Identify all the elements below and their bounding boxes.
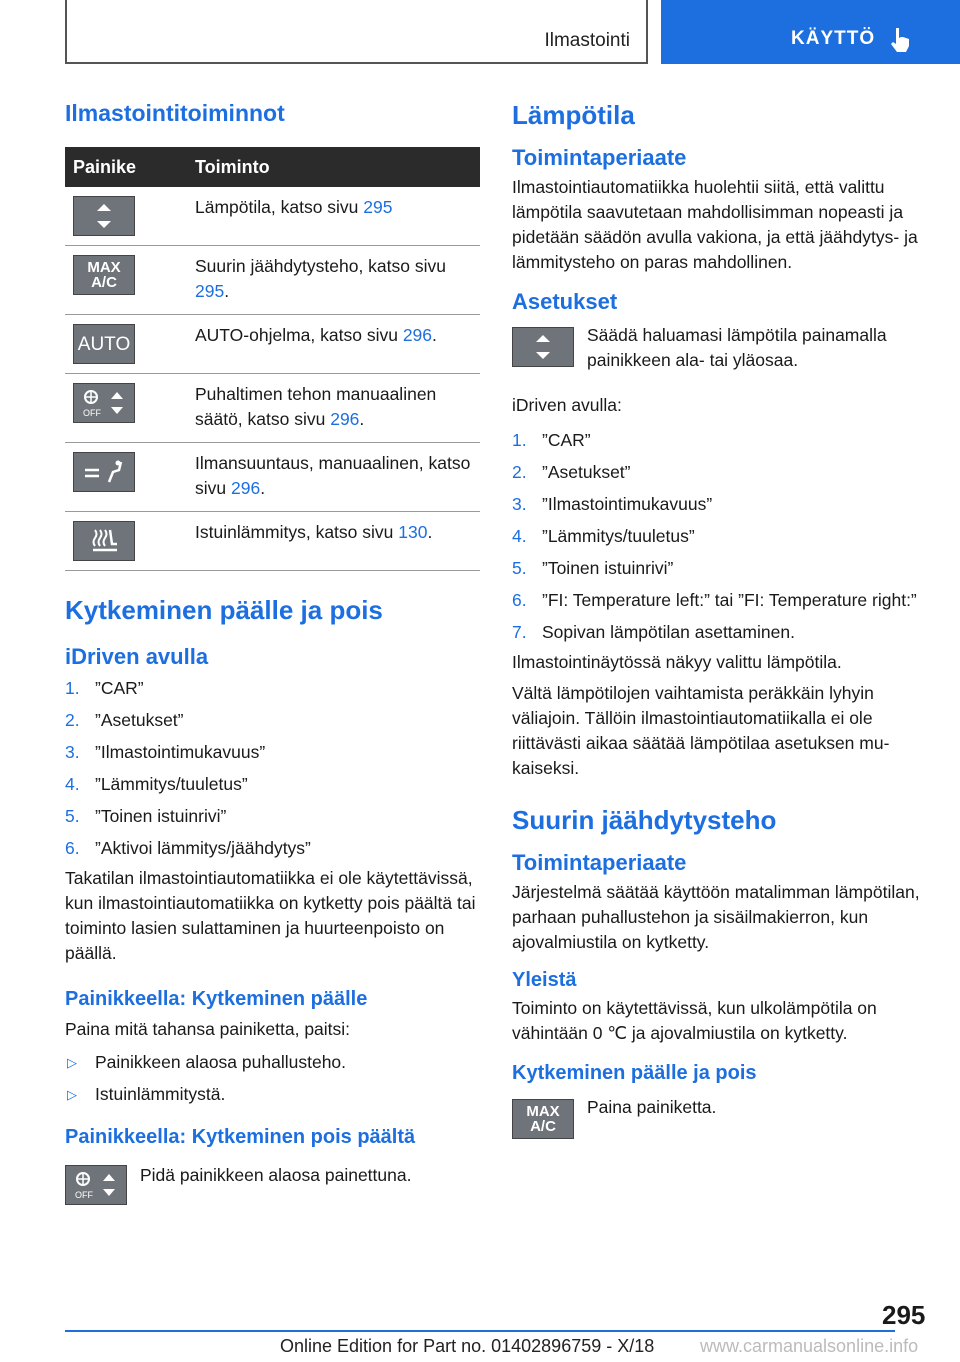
header-frame	[65, 0, 648, 64]
list-item: 3. ”Ilmastointimukavuus”	[65, 742, 266, 762]
press-text: Paina painiketta.	[587, 1097, 717, 1117]
seat-heating-icon	[73, 521, 135, 561]
svg-text:OFF: OFF	[75, 1190, 93, 1200]
display-text: Ilmastointinäytössä näkyy valittu lämpötila.	[512, 652, 842, 672]
list-item: ▷ Painikkeen alaosa puhallusteho.	[67, 1052, 347, 1072]
button-off-heading: Painikkeella: Kytkeminen pois päältä	[65, 1126, 416, 1148]
list-item: 6. ”FI: Temperature left:” tai ”FI: Temperature right:”	[512, 590, 917, 610]
chapter-tab[interactable]	[661, 0, 960, 64]
fan-off-up-down-icon	[73, 383, 135, 423]
pointing-hand-icon	[889, 26, 913, 54]
list-item: 5. ”Toinen istuinrivi”	[512, 558, 674, 578]
temperature-steps	[512, 428, 924, 645]
table-row: AUTO AUTO-ohjelma, katso sivu 296.	[65, 315, 480, 374]
air-distribution-icon	[73, 452, 135, 492]
idrive-steps	[65, 676, 480, 861]
functions-table	[65, 147, 480, 571]
list-item: 1. ”CAR”	[512, 430, 591, 450]
fan-off-button-icon	[65, 1165, 127, 1205]
list-item: 3. ”Ilmastointimukavuus”	[512, 494, 713, 514]
list-item: 2. ”Asetukset”	[65, 710, 184, 730]
onoff2-heading: Kytkeminen päälle ja pois	[512, 1062, 757, 1084]
table-row: MAX A/C Suurin jäähdytysteho, katso sivu 295.	[65, 246, 480, 315]
press-any-text: Paina mitä tahansa painiketta, paitsi:	[65, 1019, 351, 1039]
list-item: 7. Sopivan lämpötilan asettaminen.	[512, 622, 795, 642]
list-item: 4. ”Lämmitys/tuuletus”	[512, 526, 695, 546]
adjust-text: Säädä haluamasi lämpötila painamalla painikkeen ala- tai yläosaa.	[587, 325, 887, 370]
chapter-tab-label: KÄYTTÖ	[791, 28, 876, 49]
table-row: Lämpötila, katso sivu 295	[65, 187, 480, 246]
list-item: 4. ”Lämmitys/tuuletus”	[65, 774, 248, 794]
principle-heading: Toimintaperiaate	[512, 145, 687, 170]
svg-text:OFF: OFF	[83, 408, 101, 418]
hold-text: Pidä painikkeen alaosa painettuna.	[140, 1165, 412, 1185]
temperature-heading: Lämpötila	[512, 100, 635, 130]
table-row: Istuinlämmitys, katso sivu 130.	[65, 512, 480, 571]
max-ac-button-icon: MAX A/C	[512, 1099, 574, 1139]
page-link[interactable]: 296	[330, 409, 360, 429]
max-ac-icon: MAX A/C	[73, 255, 135, 295]
functions-heading: Ilmastointitoiminnot	[65, 100, 285, 126]
page-link[interactable]: 295	[363, 197, 393, 217]
section-title: Ilmastointi	[544, 30, 630, 51]
page-link[interactable]: 295	[195, 281, 225, 301]
up-down-button-icon	[512, 327, 574, 367]
list-item: 5. ”Toinen istuinrivi”	[65, 806, 227, 826]
list-item: 6. ”Aktivoi lämmitys/jäähdytys”	[65, 838, 311, 858]
onoff-heading: Kytkeminen päälle ja pois	[65, 595, 383, 625]
idrive-heading: iDriven avulla	[65, 644, 209, 669]
list-item: ▷ Istuinlämmitystä.	[67, 1084, 226, 1104]
general-heading: Yleistä	[512, 969, 577, 991]
table-row: Ilmansuuntaus, manuaalinen, katso sivu 296.	[65, 443, 480, 512]
settings-heading: Asetukset	[512, 289, 618, 314]
general-text: Toiminto on käytettävissä, kun ulkolämpötila on vähintään 0 ℃ ja ajovalmiustila on kytketty.	[512, 998, 877, 1043]
page-link[interactable]: 296	[402, 325, 433, 345]
principle-text: Ilmastointiautomatiikka huolehtii siitä, että valittu lämpötila saavutetaan mahdollisimman nopeasti ja pidetään säädön avulla vakiona, ja että jäähdytys- ja lämmitysteho on paras mahdollinen.	[512, 177, 918, 272]
max-cooling-heading: Suurin jäähdytysteho	[512, 805, 777, 835]
avoid-text: Vältä lämpötilojen vaihtamista peräkkäin lyhyin väliajoin. Tällöin ilmastointiautomatiikalla ei ole riittävästi aikaa säätää lämpötilaa asetuksen mukaiseksi.	[512, 683, 890, 778]
page-link[interactable]: 130	[398, 522, 428, 542]
rear-climate-text: Takatilan ilmastointiautomatiikka ei ole käytettävissä, kun ilmastointiautomatiikka on kytketty pois päältä tai toiminto lasien sulattaminen ja huurteenpoisto on päällä.	[65, 868, 476, 963]
button-on-heading: Painikkeella: Kytkeminen päälle	[65, 988, 368, 1010]
page-number: 295	[882, 1300, 926, 1330]
list-item: 2. ”Asetukset”	[512, 462, 631, 482]
footer-divider	[65, 1330, 895, 1332]
idrive-intro: iDriven avulla:	[512, 395, 622, 415]
system-text: Järjestelmä säätää käyttöön matalimman lämpötilan, parhaan puhallustehon ja sisäilmakierron, kun ajovalmiustila on kytketty.	[512, 882, 920, 952]
exception-list	[65, 1050, 480, 1107]
col-header-button: Painike	[65, 147, 187, 187]
watermark: www.carmanualsonline.info	[700, 1336, 919, 1356]
table-row: OFF Puhaltimen tehon manuaalinen säätö, katso sivu 296.	[65, 374, 480, 443]
page-link[interactable]: 296	[230, 478, 261, 498]
auto-icon: AUTO	[73, 324, 135, 364]
edition-text: Online Edition for Part no. 01402896759 - X/18	[280, 1336, 655, 1356]
principle2-heading: Toimintaperiaate	[512, 850, 687, 875]
list-item: 1. ”CAR”	[65, 678, 144, 698]
col-header-function: Toiminto	[187, 147, 480, 187]
up-down-arrows-icon	[73, 196, 135, 236]
